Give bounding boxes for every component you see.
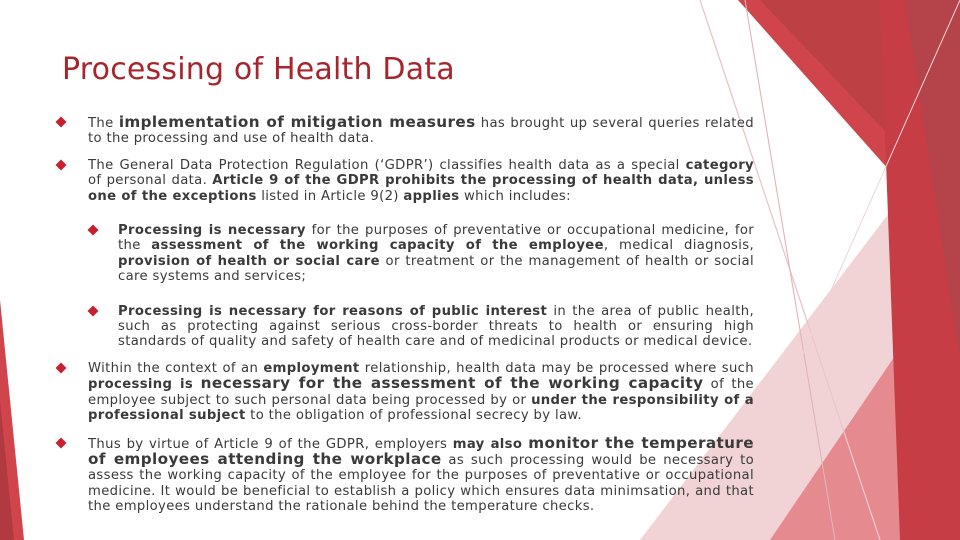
bullet-text: in the area of public health, such as protecting against serious cross-border threats to health or ensuring high standards of quality and safety of health care and of medicinal products or medical device. (118, 303, 754, 350)
diamond-bullet-icon (87, 305, 99, 317)
bullet-bold: provision of health or social care (118, 253, 380, 269)
bullet-bold: category (685, 157, 754, 173)
sub-bullet-occupational-medicine (82, 223, 754, 285)
bullet-emphasis: monitor the temperature of employees attending the workplace (88, 433, 754, 468)
bullet-bold: Article 9 of the GDPR prohibits the processing of health data, unless one of the exceptions (88, 173, 754, 204)
bullet-text: listed in Article 9(2) (256, 188, 404, 204)
diamond-bullet-icon (55, 362, 67, 374)
bullet-text: has brought up several queries related to the processing and use of health data. (88, 116, 754, 147)
sub-bullet-public-interest (82, 304, 754, 350)
bullet-gdpr-classification (50, 158, 754, 204)
bullet-text: for the purposes of preventative or occupational medicine, for the (118, 223, 755, 254)
bullet-text: of personal data. (88, 173, 213, 189)
bullet-bold: under the responsibility of a professional subject (88, 392, 755, 424)
bullet-text: Within the context of an (88, 360, 264, 376)
slide-title: Processing of Health Data (62, 52, 455, 87)
slide-content (50, 115, 754, 515)
bullet-text: , medical diagnosis, (603, 238, 755, 254)
bullet-text: The General Data Protection Regulation (‘GDPR’) classifies health data as a special (88, 157, 686, 173)
bullet-bold: processing is (88, 377, 201, 393)
diamond-bullet-icon (55, 116, 67, 128)
bullet-text: to the obligation of professional secrecy by law. (245, 408, 582, 424)
bullet-temperature-monitoring (50, 433, 755, 515)
bullet-text: Thus by virtue of Article 9 of the GDPR, employers (88, 436, 453, 452)
diamond-bullet-icon (55, 437, 67, 449)
bullet-bold: Processing is necessary (118, 223, 306, 239)
bullet-bold: applies (403, 188, 460, 204)
bullet-text: of the employee subject to such personal data being processed by or (88, 377, 755, 408)
bullet-mitigation-measures (50, 115, 754, 147)
bullet-emphasis: necessary for the assessment of the working capacity (200, 374, 704, 393)
bullet-bold: assessment of the working capacity of the employee (151, 238, 604, 254)
bullet-emphasis: implementation of mitigation measures (118, 113, 476, 131)
bullet-text: or treatment or the management of health or social care systems and services; (118, 253, 754, 285)
bullet-employment-context (50, 361, 754, 424)
bullet-bold: employment (263, 360, 360, 376)
bullet-text: as such processing would be necessary to assess the working capacity of the employee for the purposes of preventative or occupational medicine. It would be beneficial to establish a policy which ensures data minimsation, and that the employees understand the rationale behind the temperature checks. (88, 452, 755, 515)
bullet-text: which includes: (459, 188, 571, 204)
bullet-bold: Processing is necessary for reasons of public interest (118, 303, 548, 319)
bullet-text: relationship, health data may be processed where such (359, 360, 754, 376)
bullet-bold: may also (452, 436, 529, 452)
diamond-bullet-icon (55, 159, 67, 171)
bullet-text: The (88, 116, 119, 131)
diamond-bullet-icon (87, 224, 99, 236)
